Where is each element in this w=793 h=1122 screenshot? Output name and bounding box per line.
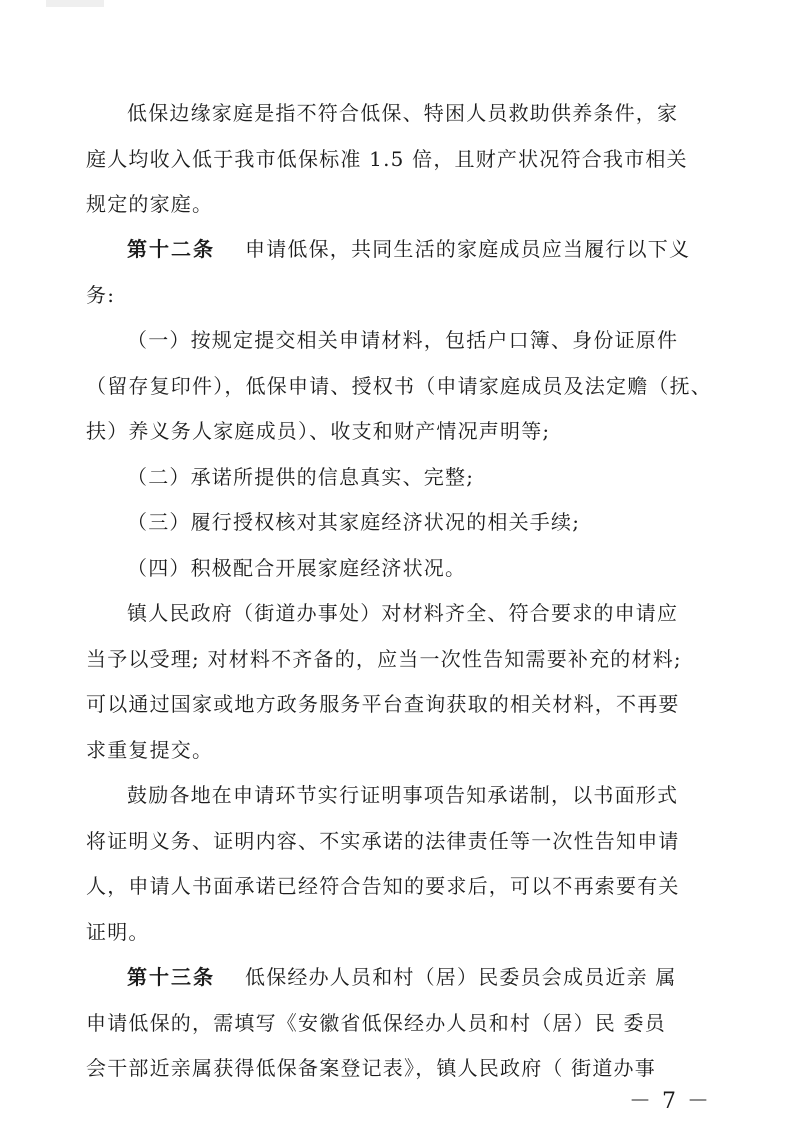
text-line: 可以通过国家或地方政务服务平台查询获取的相关材料，不再要	[86, 692, 680, 716]
text-line: 将证明义务、证明内容、不实承诺的法律责任等一次性告知申请	[86, 829, 680, 853]
page-number: － 7 －	[629, 1089, 711, 1114]
text-line: 申请低保的，需填写《安徽省低保经办人员和村（居）民 委员	[86, 1011, 666, 1035]
text-line: 镇人民政府（街道办事处）对材料齐全、符合要求的申请应	[127, 601, 679, 625]
text-line: 低保边缘家庭是指不符合低保、特困人员救助供养条件，家	[127, 101, 679, 125]
text-line: 鼓励各地在申请环节实行证明事项告知承诺制，以书面形式	[127, 783, 679, 807]
text-line: 规定的家庭。	[86, 192, 214, 216]
text-line: 会干部近亲属获得低保备案登记表》，镇人民政府（ 街道办事	[86, 1056, 656, 1080]
text-line: 人，申请人书面承诺已经符合告知的要求后，可以不再索要有关	[86, 874, 680, 898]
article-13-title: 第十三条	[127, 965, 215, 989]
article-13-text: 低保经办人员和村（居）民委员会成员近亲 属	[245, 965, 677, 989]
article-12-title: 第十二条	[127, 237, 215, 261]
article-12-heading-line	[127, 235, 718, 263]
text-line: 当予以受理; 对材料不齐备的，应当一次性告知需要补充的材料;	[86, 647, 682, 671]
scan-mark	[46, 0, 104, 7]
list-item-line: 扶）养义务人家庭成员）、收支和财产情况声明等;	[86, 419, 551, 443]
list-item: （四）积极配合开展家庭经济状况。	[127, 556, 467, 580]
text-line: 庭人均收入低于我市低保标准 1.5 倍，且财产状况符合我市相关	[86, 147, 688, 171]
text-line: 证明。	[86, 920, 150, 944]
list-item-line: （一）按规定提交相关申请材料，包括户口簿、身份证原件	[127, 328, 679, 352]
list-item-line: （留存复印件），低保申请、授权书（申请家庭成员及法定赡（抚、	[86, 374, 712, 398]
article-12-text: 申请低保，共同生活的家庭成员应当履行以下义	[245, 237, 691, 261]
list-item: （二）承诺所提供的信息真实、完整;	[127, 465, 475, 489]
text-line: 求重复提交。	[86, 738, 214, 762]
text-line: 务:	[86, 283, 116, 307]
list-item: （三）履行授权核对其家庭经济状况的相关手续;	[127, 510, 581, 534]
article-13-heading-line	[127, 963, 718, 991]
